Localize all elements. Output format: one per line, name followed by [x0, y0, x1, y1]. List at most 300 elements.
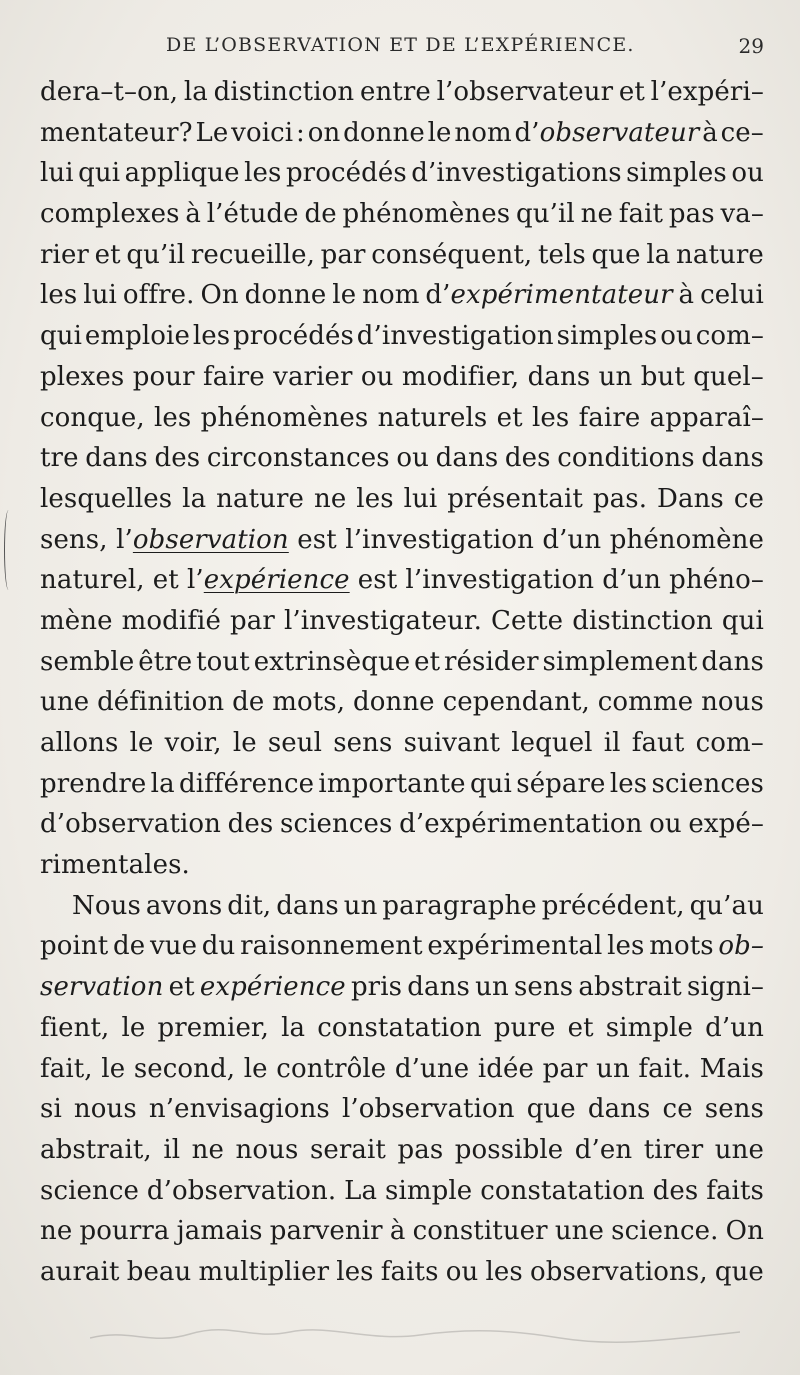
word	[40, 682, 89, 723]
text-line	[40, 642, 764, 683]
text-run: phénomènes	[342, 199, 511, 230]
text-run: modifier,	[401, 361, 520, 392]
word	[530, 1252, 708, 1293]
word	[297, 520, 336, 561]
word	[679, 275, 695, 316]
text-run: lui	[83, 280, 117, 311]
text-run: les	[609, 768, 648, 799]
word	[192, 1130, 224, 1171]
word	[163, 1130, 180, 1171]
text-run: la	[281, 1012, 306, 1043]
word	[542, 520, 601, 561]
text-run: les	[192, 321, 231, 352]
text-run: que	[526, 1094, 576, 1125]
word	[101, 1049, 125, 1090]
word	[201, 398, 369, 439]
word	[693, 357, 764, 398]
body-text	[40, 72, 764, 1293]
word	[599, 357, 633, 398]
text-run: distinction	[572, 605, 713, 636]
text-line	[40, 1252, 764, 1293]
word	[700, 275, 764, 316]
word	[333, 723, 392, 764]
word	[701, 642, 764, 683]
word	[701, 682, 764, 723]
word	[318, 764, 465, 805]
word	[187, 560, 350, 601]
word	[610, 520, 764, 561]
word	[185, 194, 201, 235]
text-run: seul	[267, 728, 323, 758]
text-run: tels	[537, 239, 586, 270]
text-run: pas.	[592, 483, 648, 514]
word	[232, 682, 264, 723]
text-run: dans	[701, 443, 764, 474]
text-run: phénomènes	[200, 402, 369, 433]
word	[606, 1008, 693, 1049]
text-run: vue	[149, 931, 198, 962]
word	[342, 1089, 515, 1130]
word	[179, 764, 314, 805]
word	[644, 1130, 704, 1171]
text-run: offre.	[122, 280, 195, 311]
text-run: d’investigation	[356, 321, 554, 352]
text-run: est	[357, 565, 398, 596]
word	[244, 1049, 268, 1090]
word	[516, 764, 605, 805]
text-run: expé–	[688, 809, 764, 840]
word	[515, 113, 700, 154]
text-run: jamais	[176, 1216, 263, 1247]
text-run: nature	[676, 239, 764, 270]
word	[40, 438, 79, 479]
text-run: beau	[126, 1256, 192, 1287]
text-run: à	[185, 199, 201, 230]
word	[236, 1130, 299, 1171]
word	[133, 357, 195, 398]
text-line	[40, 113, 764, 154]
word	[40, 1089, 62, 1130]
text-run: science	[40, 1175, 139, 1206]
word	[505, 438, 551, 479]
word	[688, 804, 764, 845]
word	[701, 438, 764, 479]
text-run: allons	[40, 728, 119, 758]
word	[153, 560, 179, 601]
running-head	[40, 34, 764, 60]
word	[443, 682, 590, 723]
text-run: ne	[580, 199, 613, 230]
word	[191, 235, 315, 276]
text-run: procédés	[233, 321, 354, 352]
text-run: ne	[313, 483, 347, 514]
text-run: dans	[85, 443, 148, 474]
word	[705, 1008, 764, 1049]
text-run: pure	[493, 1012, 556, 1043]
word	[411, 153, 621, 194]
text-line	[40, 967, 764, 1008]
text-run: nom	[362, 280, 420, 311]
text-line	[40, 601, 764, 642]
text-run: nature	[216, 483, 305, 514]
word	[527, 1089, 576, 1130]
text-run: des	[227, 809, 274, 840]
word	[475, 967, 509, 1008]
text-run: un	[598, 361, 633, 392]
text-run: faut	[631, 728, 685, 758]
text-run: d’observation.	[146, 1175, 337, 1206]
italic-term: ob–	[718, 931, 764, 962]
word	[358, 560, 397, 601]
word	[126, 235, 185, 276]
word	[610, 764, 647, 805]
text-run: distinction	[213, 77, 355, 107]
word	[646, 235, 670, 276]
text-run: qui	[469, 768, 512, 799]
text-run: ce	[733, 483, 764, 514]
text-run: et	[618, 77, 645, 107]
text-run: point	[40, 931, 109, 962]
text-run: n’envisagions	[148, 1094, 330, 1125]
text-run: cependant,	[442, 687, 590, 718]
text-run: l’	[186, 565, 204, 596]
word	[97, 682, 224, 723]
text-run: et	[414, 646, 441, 677]
text-run: constatation	[480, 1175, 645, 1206]
text-run: l’investigation	[345, 524, 534, 555]
page-number: 29	[738, 34, 764, 58]
text-run: ne	[191, 1134, 225, 1165]
text-run: pris	[350, 972, 403, 1003]
word	[151, 764, 175, 805]
text-line	[40, 520, 764, 561]
text-run: com–	[695, 728, 764, 758]
word	[690, 886, 764, 927]
text-run: le	[232, 728, 257, 758]
text-run: il	[603, 728, 621, 758]
text-run: fait.	[638, 1053, 692, 1084]
word	[706, 1171, 764, 1212]
word	[581, 194, 613, 235]
word	[40, 1049, 93, 1090]
word	[653, 1171, 699, 1212]
word	[240, 926, 423, 967]
word	[360, 72, 431, 113]
word	[200, 275, 238, 316]
text-run: sens	[704, 1094, 764, 1125]
text-run: mène	[40, 605, 113, 636]
text-run: résider	[444, 646, 539, 677]
text-run: modifié	[121, 605, 221, 636]
word	[231, 113, 293, 154]
text-run: emploie	[84, 321, 190, 352]
word	[207, 438, 390, 479]
text-run: Nous	[72, 890, 141, 921]
word	[731, 153, 764, 194]
text-run: Le	[195, 117, 229, 148]
text-run: une	[714, 1134, 764, 1165]
word	[413, 1211, 548, 1252]
text-run: rier	[40, 239, 89, 270]
italic-term: expérience	[199, 972, 346, 1003]
text-run: et	[496, 402, 523, 433]
text-run: abstrait	[578, 972, 682, 1003]
word	[660, 316, 693, 357]
text-run: les	[40, 280, 78, 311]
word	[268, 723, 322, 764]
text-run: à	[678, 280, 695, 311]
text-run: apparaî–	[649, 402, 764, 433]
word	[40, 967, 163, 1008]
text-run: phéno–	[669, 565, 764, 596]
text-run: définition	[97, 687, 225, 718]
text-run: un	[596, 1053, 630, 1084]
word	[182, 479, 206, 520]
word	[154, 398, 191, 439]
text-run: à	[702, 117, 718, 148]
word	[40, 1171, 139, 1212]
text-run: ne	[40, 1216, 73, 1247]
word	[130, 723, 154, 764]
text-run: rimentales.	[40, 850, 190, 881]
faint-handwriting-bleed	[90, 1320, 740, 1350]
text-run: phénomène	[609, 524, 764, 555]
word	[632, 723, 685, 764]
text-run: :	[296, 117, 305, 148]
text-run: comme	[597, 687, 694, 718]
word	[454, 113, 511, 154]
word	[317, 1008, 482, 1049]
text-run: fait,	[40, 1053, 93, 1084]
italic-term: observateur	[539, 117, 700, 148]
word	[395, 1049, 469, 1090]
text-run: mentateur?	[40, 117, 193, 148]
text-run: donne	[343, 117, 425, 148]
word	[40, 845, 190, 886]
word	[95, 235, 121, 276]
word	[390, 1211, 406, 1252]
text-line	[40, 926, 764, 967]
word	[40, 316, 82, 357]
text-run: extrinsèque	[253, 646, 411, 677]
word	[332, 275, 356, 316]
word	[40, 113, 193, 154]
word	[404, 723, 501, 764]
word	[657, 479, 724, 520]
text-run: Cette	[491, 605, 564, 636]
text-run: sens	[513, 972, 574, 1003]
word	[407, 967, 470, 1008]
text-run: dans	[701, 646, 764, 677]
word	[40, 926, 108, 967]
text-run: on	[307, 117, 341, 148]
word	[437, 72, 614, 113]
text-run: fait	[618, 199, 664, 230]
word	[356, 479, 393, 520]
word	[304, 194, 336, 235]
word	[244, 153, 281, 194]
word	[74, 1089, 137, 1130]
word	[721, 113, 764, 154]
word	[40, 1008, 109, 1049]
word	[149, 1089, 330, 1130]
text-run: l’expéri–	[650, 77, 764, 107]
word	[557, 438, 694, 479]
text-run: ou	[360, 361, 394, 392]
word	[427, 926, 602, 967]
text-run: une	[554, 1216, 605, 1247]
text-run: dans	[587, 1094, 651, 1125]
word	[245, 275, 327, 316]
word	[40, 560, 145, 601]
word	[611, 1211, 718, 1252]
text-line	[40, 316, 764, 357]
word	[696, 723, 764, 764]
word	[579, 398, 641, 439]
text-run: recueille,	[190, 239, 315, 270]
word	[40, 642, 134, 683]
word	[165, 723, 222, 764]
word	[721, 194, 765, 235]
text-run: voir,	[164, 728, 222, 758]
word	[607, 926, 644, 967]
text-run: va–	[720, 199, 764, 230]
text-run: est	[297, 524, 337, 555]
word	[619, 72, 645, 113]
word	[588, 1089, 651, 1130]
word	[146, 886, 222, 927]
text-run: il	[163, 1134, 181, 1165]
text-run: un	[475, 972, 509, 1003]
text-run: le	[332, 280, 357, 311]
text-run: simplement	[542, 646, 698, 677]
word	[494, 1008, 556, 1049]
italic-term: expérience	[203, 565, 350, 596]
text-run: constatation	[317, 1012, 482, 1043]
word	[85, 316, 190, 357]
word	[40, 357, 124, 398]
text-run: les	[356, 483, 394, 514]
word	[321, 235, 366, 276]
text-run: plexes	[40, 361, 125, 392]
word	[447, 479, 583, 520]
word	[227, 886, 271, 927]
word	[532, 398, 569, 439]
text-line	[40, 682, 764, 723]
word	[649, 926, 714, 967]
word	[336, 1252, 373, 1293]
text-run: simple	[605, 1012, 694, 1043]
text-run: applique	[124, 158, 240, 189]
text-line	[40, 357, 764, 398]
word	[397, 1130, 443, 1171]
text-run: le	[427, 117, 452, 148]
text-run: mots	[649, 931, 714, 962]
text-run: sens	[333, 728, 393, 758]
word	[40, 1130, 152, 1171]
text-line	[40, 438, 764, 479]
word	[286, 153, 407, 194]
word	[557, 316, 658, 357]
text-run: l’observation	[341, 1094, 515, 1125]
text-run: Dans	[657, 483, 724, 514]
text-run: ou	[660, 321, 693, 352]
text-run: les	[607, 931, 645, 962]
text-run: com–	[695, 321, 764, 352]
word	[270, 1211, 383, 1252]
text-run: contrôle	[276, 1053, 387, 1084]
text-run: le	[243, 1053, 268, 1084]
word	[593, 479, 647, 520]
word	[138, 642, 192, 683]
word	[193, 316, 230, 357]
word	[404, 479, 438, 520]
text-run: complexes	[40, 199, 180, 230]
text-run: une	[40, 687, 90, 718]
word	[83, 275, 117, 316]
word	[568, 1008, 594, 1049]
text-run: sciences	[280, 809, 393, 840]
text-run: des	[154, 443, 201, 474]
text-line	[40, 1171, 764, 1212]
word	[480, 1171, 645, 1212]
word	[150, 926, 197, 967]
text-run: varier	[273, 361, 353, 392]
word	[169, 967, 195, 1008]
text-line	[40, 764, 764, 805]
text-run: quel–	[693, 361, 764, 392]
word	[619, 194, 663, 235]
word	[702, 113, 718, 154]
word	[284, 601, 482, 642]
text-run: fient,	[40, 1012, 110, 1043]
text-run: donne	[353, 687, 435, 718]
word	[726, 1211, 764, 1252]
text-run: sépare	[516, 768, 606, 799]
text-run: du	[201, 931, 236, 962]
word	[122, 601, 221, 642]
text-run: pas	[397, 1134, 444, 1165]
text-run: et	[168, 972, 195, 1003]
word	[444, 642, 539, 683]
text-run: lui	[403, 483, 438, 514]
word	[598, 682, 693, 723]
word	[734, 479, 764, 520]
text-run: le	[121, 1012, 146, 1043]
word	[314, 479, 346, 520]
word	[511, 723, 592, 764]
text-run: si	[40, 1094, 62, 1125]
text-run: des	[652, 1175, 699, 1206]
text-run: et	[152, 565, 179, 596]
text-run: parvenir	[269, 1216, 383, 1247]
word	[669, 194, 715, 235]
word	[357, 316, 554, 357]
word	[428, 113, 452, 154]
text-run: sciences	[651, 768, 764, 799]
text-run: science.	[611, 1216, 719, 1247]
word	[196, 113, 229, 154]
word	[40, 804, 221, 845]
word	[470, 764, 512, 805]
text-line	[40, 1130, 764, 1171]
word	[362, 275, 419, 316]
word	[272, 682, 345, 723]
text-line	[40, 72, 764, 113]
text-run: la	[182, 483, 207, 514]
text-run: dans	[527, 361, 591, 392]
word	[399, 804, 642, 845]
